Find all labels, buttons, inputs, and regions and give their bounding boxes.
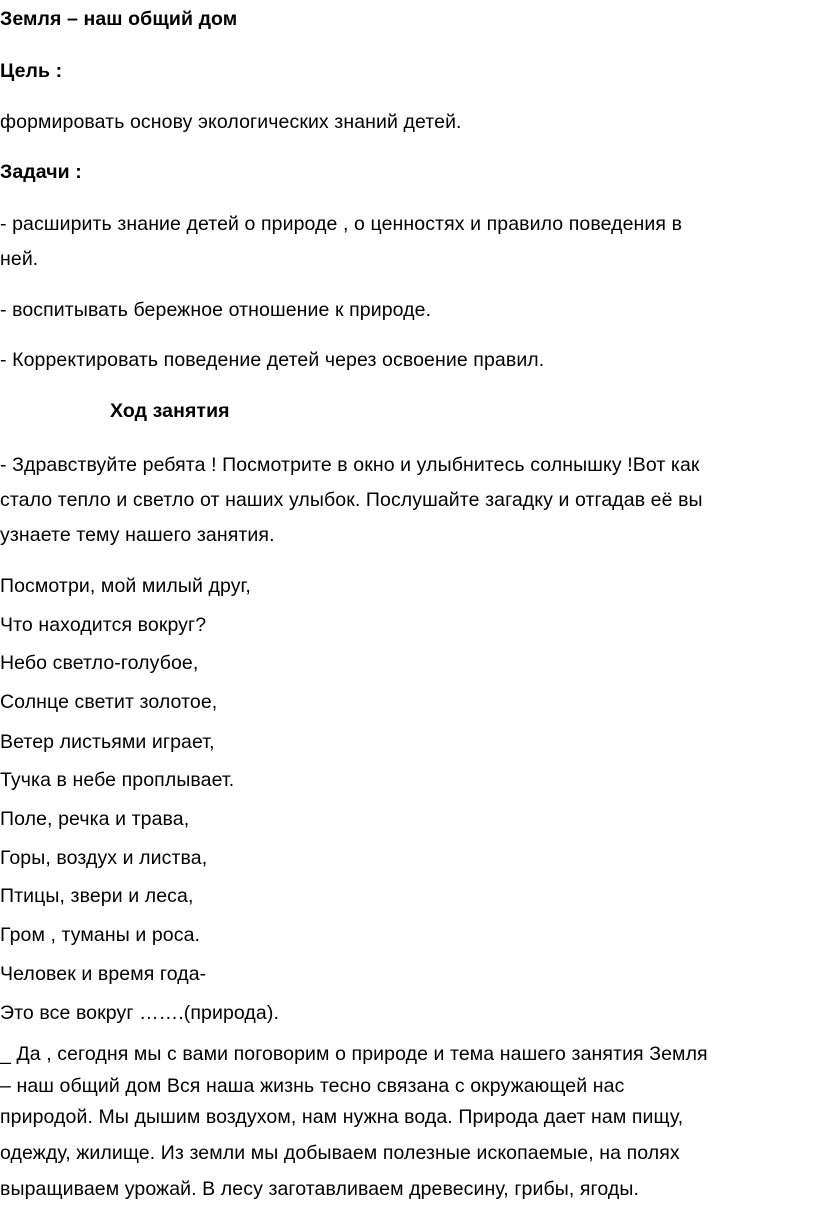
intro-line-3: узнаете тему нашего занятия.	[0, 524, 275, 546]
task-1-line-2: ней.	[0, 248, 39, 270]
poem-line: Это все вокруг …….(природа).	[0, 1002, 279, 1024]
goal-text: формировать основу экологических знаний детей.	[0, 111, 462, 133]
poem-line: Солнце светит золотое,	[0, 691, 218, 713]
document-title: Земля – наш общий дом	[0, 8, 238, 30]
task-1-line-1: - расширить знание детей о природе , о ценностях и правило поведения в	[0, 213, 683, 235]
poem-line: Поле, речка и трава,	[0, 808, 190, 830]
poem-line: Птицы, звери и леса,	[0, 885, 194, 907]
intro-line-1: - Здравствуйте ребята ! Посмотрите в окно и улыбнитесь солнышку !Вот как	[0, 454, 700, 476]
lesson-heading: Ход занятия	[110, 400, 230, 422]
poem-line: Человек и время года-	[0, 963, 207, 985]
intro-line-2: стало тепло и светло от наших улыбок. Послушайте загадку и отгадав её вы	[0, 489, 703, 511]
task-2: - воспитывать бережное отношение к природе.	[0, 299, 432, 321]
task-3: - Корректировать поведение детей через освоение правил.	[0, 349, 545, 371]
poem-line: Посмотри, мой милый друг,	[0, 575, 251, 597]
poem-line: Гром , туманы и роса.	[0, 924, 201, 946]
poem-line: Небо светло-голубое,	[0, 652, 199, 674]
conclusion-line-3: природой. Мы дышим воздухом, нам нужна вода. Природа дает нам пищу,	[0, 1106, 684, 1128]
poem-line: Горы, воздух и листва,	[0, 847, 208, 869]
conclusion-line-5: выращиваем урожай. В лесу заготавливаем древесину, грибы, ягоды.	[0, 1178, 639, 1200]
conclusion-line-1: _ Да , сегодня мы с вами поговорим о природе и тема нашего занятия Земля	[0, 1043, 708, 1065]
conclusion-line-4: одежду, жилище. Из земли мы добываем полезные ископаемые, на полях	[0, 1142, 680, 1164]
tasks-heading: Задачи :	[0, 161, 82, 183]
poem-line: Что находится вокруг?	[0, 614, 207, 636]
conclusion-line-2: – наш общий дом Вся наша жизнь тесно связана с окружающей нас	[0, 1075, 625, 1097]
goal-heading: Цель :	[0, 60, 63, 82]
poem-line: Тучка в небе проплывает.	[0, 769, 235, 791]
poem-line: Ветер листьями играет,	[0, 731, 215, 753]
